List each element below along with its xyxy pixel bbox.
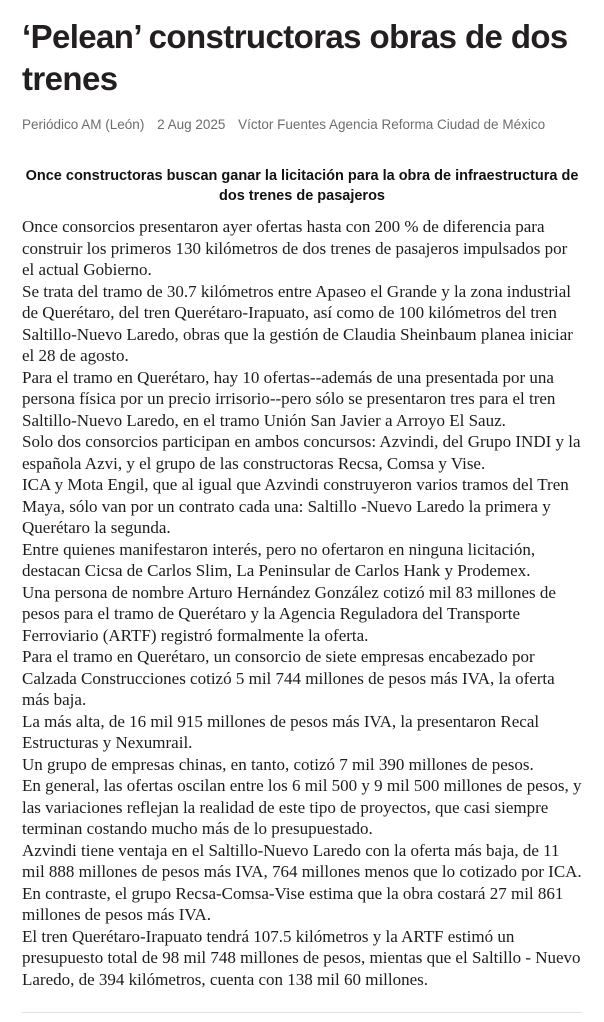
article-paragraph: Se trata del tramo de 30.7 kilómetros entre Apaseo el Grande y la zona industrial de Querétaro, del tren Querétaro-Irapuato, así como de 100 kilómetros del tren Saltillo-Nuevo Laredo, obras que la gestión de Claudia Sheinbaum planea iniciar el 28 de agosto.	[22, 281, 573, 365]
byline-author: Víctor Fuentes Agencia Reforma Ciudad de México	[238, 117, 546, 132]
byline-date: 2 Aug 2025	[157, 117, 226, 132]
article-title: ‘Pelean’ constructoras obras de dos trenes	[22, 18, 568, 97]
article-paragraph: ICA y Mota Engil, que al igual que Azvindi construyeron varios tramos del Tren Maya, sólo van por un contrato cada una: Saltillo -Nuevo Laredo la primera y Querétaro la segunda.	[22, 475, 569, 537]
article-paragraph: Un grupo de empresas chinas, en tanto, cotizó 7 mil 390 millones de pesos.	[22, 754, 534, 774]
article-paragraph: La más alta, de 16 mil 915 millones de pesos más IVA, la presentaron Recal Estructuras y Nexumrail.	[22, 711, 540, 752]
article-paragraph: Una persona de nombre Arturo Hernández González cotizó mil 83 millones de pesos para el tramo de Querétaro y la Agencia Reguladora del Transporte Ferroviario (ARTF) registró formalmente la oferta.	[22, 582, 556, 645]
article-byline	[22, 116, 582, 134]
article-body	[22, 216, 582, 990]
byline-source: Periódico AM (León)	[22, 117, 145, 132]
article-paragraph: Once consorcios presentaron ayer ofertas hasta con 200 % de diferencia para construir los primeros 130 kilómetros de dos trenes de pasajeros impulsados por el actual Gobierno.	[22, 217, 568, 279]
article-paragraph: Solo dos consorcios participan en ambos concursos: Azvindi, del Grupo INDI y la española Azvi, y el grupo de las constructoras Recsa, Comsa y Vise.	[22, 432, 581, 473]
article-paragraph: Entre quienes manifestaron interés, pero no ofertaron en ninguna licitación, destacan Cicsa de Carlos Slim, La Peninsular de Carlos Hank y Prodemex.	[22, 539, 536, 580]
article-paragraph: Para el tramo en Querétaro, un consorcio de siete empresas encabezado por Calzada Construcciones cotizó 5 mil 744 millones de pesos más IVA, la oferta más baja.	[22, 647, 555, 709]
article-paragraph: El tren Querétaro-Irapuato tendrá 107.5 kilómetros y la ARTF estimó un presupuesto total de 98 mil 748 millones de pesos, mientas que el Saltillo - Nuevo Laredo, de 394 kilómetros, cuenta con 138 mil 60 millones.	[22, 926, 581, 989]
article-subhead: Once constructoras buscan ganar la licitación para la obra de infraestructura de dos trenes de pasajeros	[25, 168, 579, 204]
article-paragraph: En contraste, el grupo Recsa-Comsa-Vise estima que la obra costará 27 mil 861 millones de pesos más IVA.	[22, 883, 564, 924]
article-paragraph: Azvindi tiene ventaja en el Saltillo-Nuevo Laredo con la oferta más baja, de 11 mil 888 millones de pesos más IVA, 764 millones menos que lo cotizado por ICA.	[22, 840, 582, 881]
article-paragraph: Para el tramo en Querétaro, hay 10 ofertas--además de una presentada por una persona física por un precio irrisorio--pero sólo se presentaron tres para el tren Saltillo-Nuevo Laredo, en el tramo Unión San Javier a Arroyo El Sauz.	[22, 367, 556, 430]
bottom-divider	[22, 1012, 582, 1013]
article-paragraph: En general, las ofertas oscilan entre los 6 mil 500 y 9 mil 500 millones de pesos, y las variaciones reflejan la realidad de este tipo de proyectos, que casi siempre terminan costando mucho más de lo presupuestado.	[22, 776, 582, 838]
